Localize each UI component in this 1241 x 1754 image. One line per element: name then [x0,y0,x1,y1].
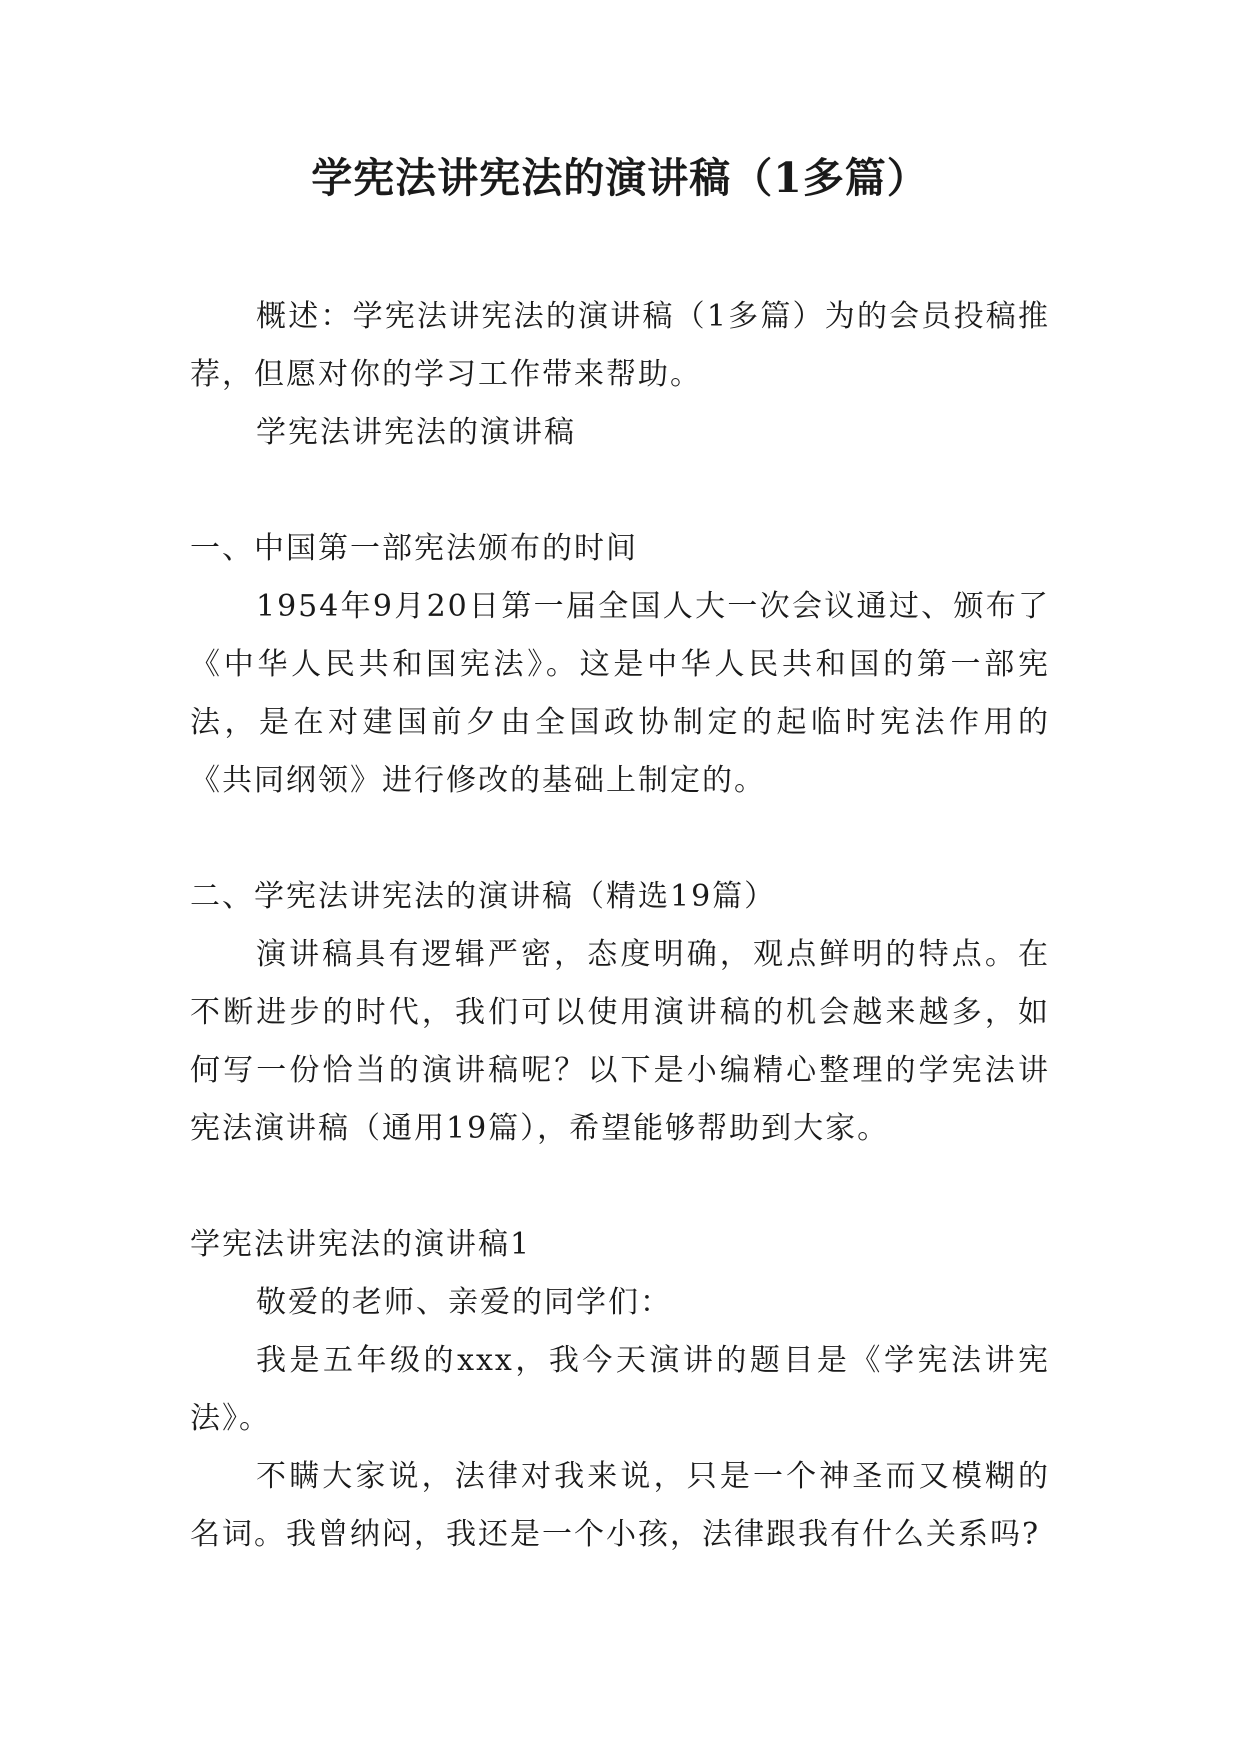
paragraph-spacer [190,1158,1050,1216]
subtitle-paragraph: 学宪法讲宪法的演讲稿 [256,415,576,450]
document-body [190,288,1050,1564]
section-heading-2: 二、学宪法讲宪法的演讲稿（精选19篇） [190,879,777,914]
body-paragraph-2: 演讲稿具有逻辑严密，态度明确，观点鲜明的特点。在不断进步的时代，我们可以使用演讲稿的机会越来越多，如何写一份恰当的演讲稿呢？以下是小编精心整理的学宪法讲宪法演讲稿（通用19篇），希望能够帮助到大家。 [190,937,1050,1146]
speech-heading: 学宪法讲宪法的演讲稿1 [190,1227,532,1262]
document-title: 学宪法讲宪法的演讲稿（1多篇） [311,154,929,202]
speech-greeting: 敬爱的老师、亲爱的同学们： [256,1285,672,1320]
paragraph-spacer [190,462,1050,520]
speech-paragraph-1: 我是五年级的xxx，我今天演讲的题目是《学宪法讲宪法》。 [190,1343,1050,1436]
paragraph-spacer [190,810,1050,868]
body-paragraph-1: 1954年9月20日第一届全国人大一次会议通过、颁布了《中华人民共和国宪法》。这是中华人民共和国的第一部宪法，是在对建国前夕由全国政协制定的起临时宪法作用的《共同纲领》进行修改的基础上制定的。 [190,589,1050,798]
section-heading-1: 一、中国第一部宪法颁布的时间 [190,531,638,566]
speech-paragraph-2: 不瞒大家说，法律对我来说，只是一个神圣而又模糊的名词。我曾纳闷，我还是一个小孩，法律跟我有什么关系吗? [190,1459,1050,1552]
summary-paragraph: 概述：学宪法讲宪法的演讲稿（1多篇）为的会员投稿推荐，但愿对你的学习工作带来帮助。 [190,299,1050,392]
